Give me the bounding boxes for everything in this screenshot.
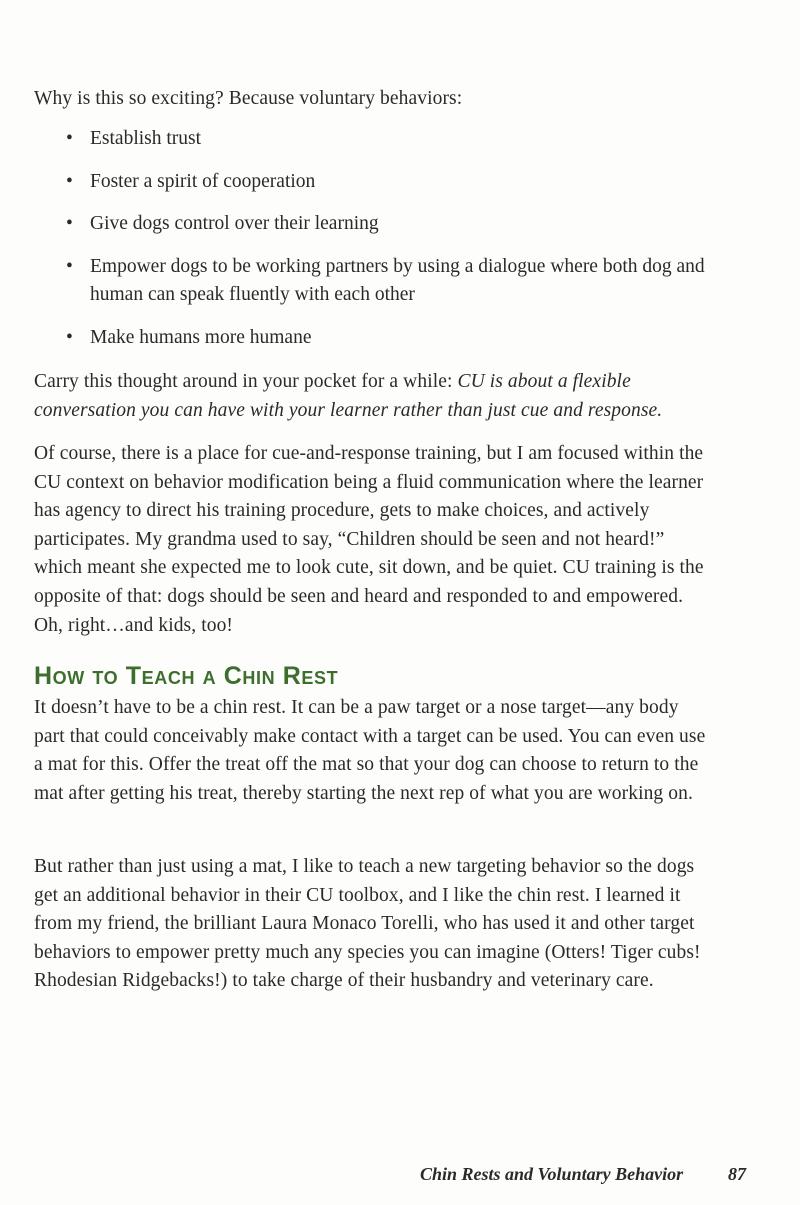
benefits-list — [66, 125, 716, 367]
chin-rest-paragraph: It doesn’t have to be a chin rest. It can be a paw target or a nose target—any body part that could conceivably make contact with a target can be used. You can even use a mat for this. Offer the treat off the mat so that your dog can choose to return to the mat after getting his treat, thereby starting the next rep of what you are working on. — [34, 697, 706, 804]
section-heading: How to Teach a Chin Rest — [34, 662, 339, 690]
list-item-text: Foster a spirit of cooperation — [90, 170, 316, 192]
bullet-icon: • — [66, 213, 73, 235]
list-item — [66, 125, 716, 154]
cue-response-paragraph: Of course, there is a place for cue-and-response training, but I am focused within the CU context on behavior modification being a fluid communication where the learner has agency to direct his training procedure, gets to make choices, and actively participates. My grandma used to say, “Children should be seen and not heard!” which meant she expected me to look cute, sit down, and be quiet. CU training is the opposite of that: dogs should be seen and heard and responded to and empowered. Oh, right…and kids, too! — [34, 443, 704, 636]
carry-lead-text: Carry this thought around in your pocket for a while: — [34, 371, 458, 392]
list-item — [66, 253, 716, 310]
carry-thought-paragraph — [34, 368, 714, 425]
list-item — [66, 210, 716, 239]
list-item — [66, 168, 716, 197]
list-item-text: Empower dogs to be working partners by using a dialogue where both dog and human can speak fluently with each other — [90, 255, 705, 306]
running-footer-title: Chin Rests and Voluntary Behavior — [420, 1164, 684, 1184]
bullet-icon: • — [66, 326, 73, 348]
bullet-icon: • — [66, 255, 73, 277]
intro-paragraph: Why is this so exciting? Because voluntary behaviors: — [34, 88, 463, 109]
page-number: 87 — [728, 1164, 746, 1184]
bullet-icon: • — [66, 128, 73, 149]
list-item — [66, 324, 716, 353]
targeting-paragraph: But rather than just using a mat, I like to teach a new targeting behavior so the dogs get an additional behavior in their CU toolbox, and I like the chin rest. I learned it from my friend, the brilliant Laura Monaco Torelli, who has used it and other target behaviors to empower pretty much any species you can imagine (Otters! Tiger cubs! Rhodesian Ridgebacks!) to take charge of their husbandry and veterinary care. — [34, 856, 701, 992]
list-item-text: Establish trust — [90, 128, 202, 149]
carry-italic-quote: CU is about a flexible conversation you can have with your learner rather than just cue and response. — [34, 371, 663, 421]
list-item-text: Give dogs control over their learning — [90, 213, 379, 235]
bullet-icon: • — [66, 170, 73, 192]
list-item-text: Make humans more humane — [90, 326, 312, 348]
